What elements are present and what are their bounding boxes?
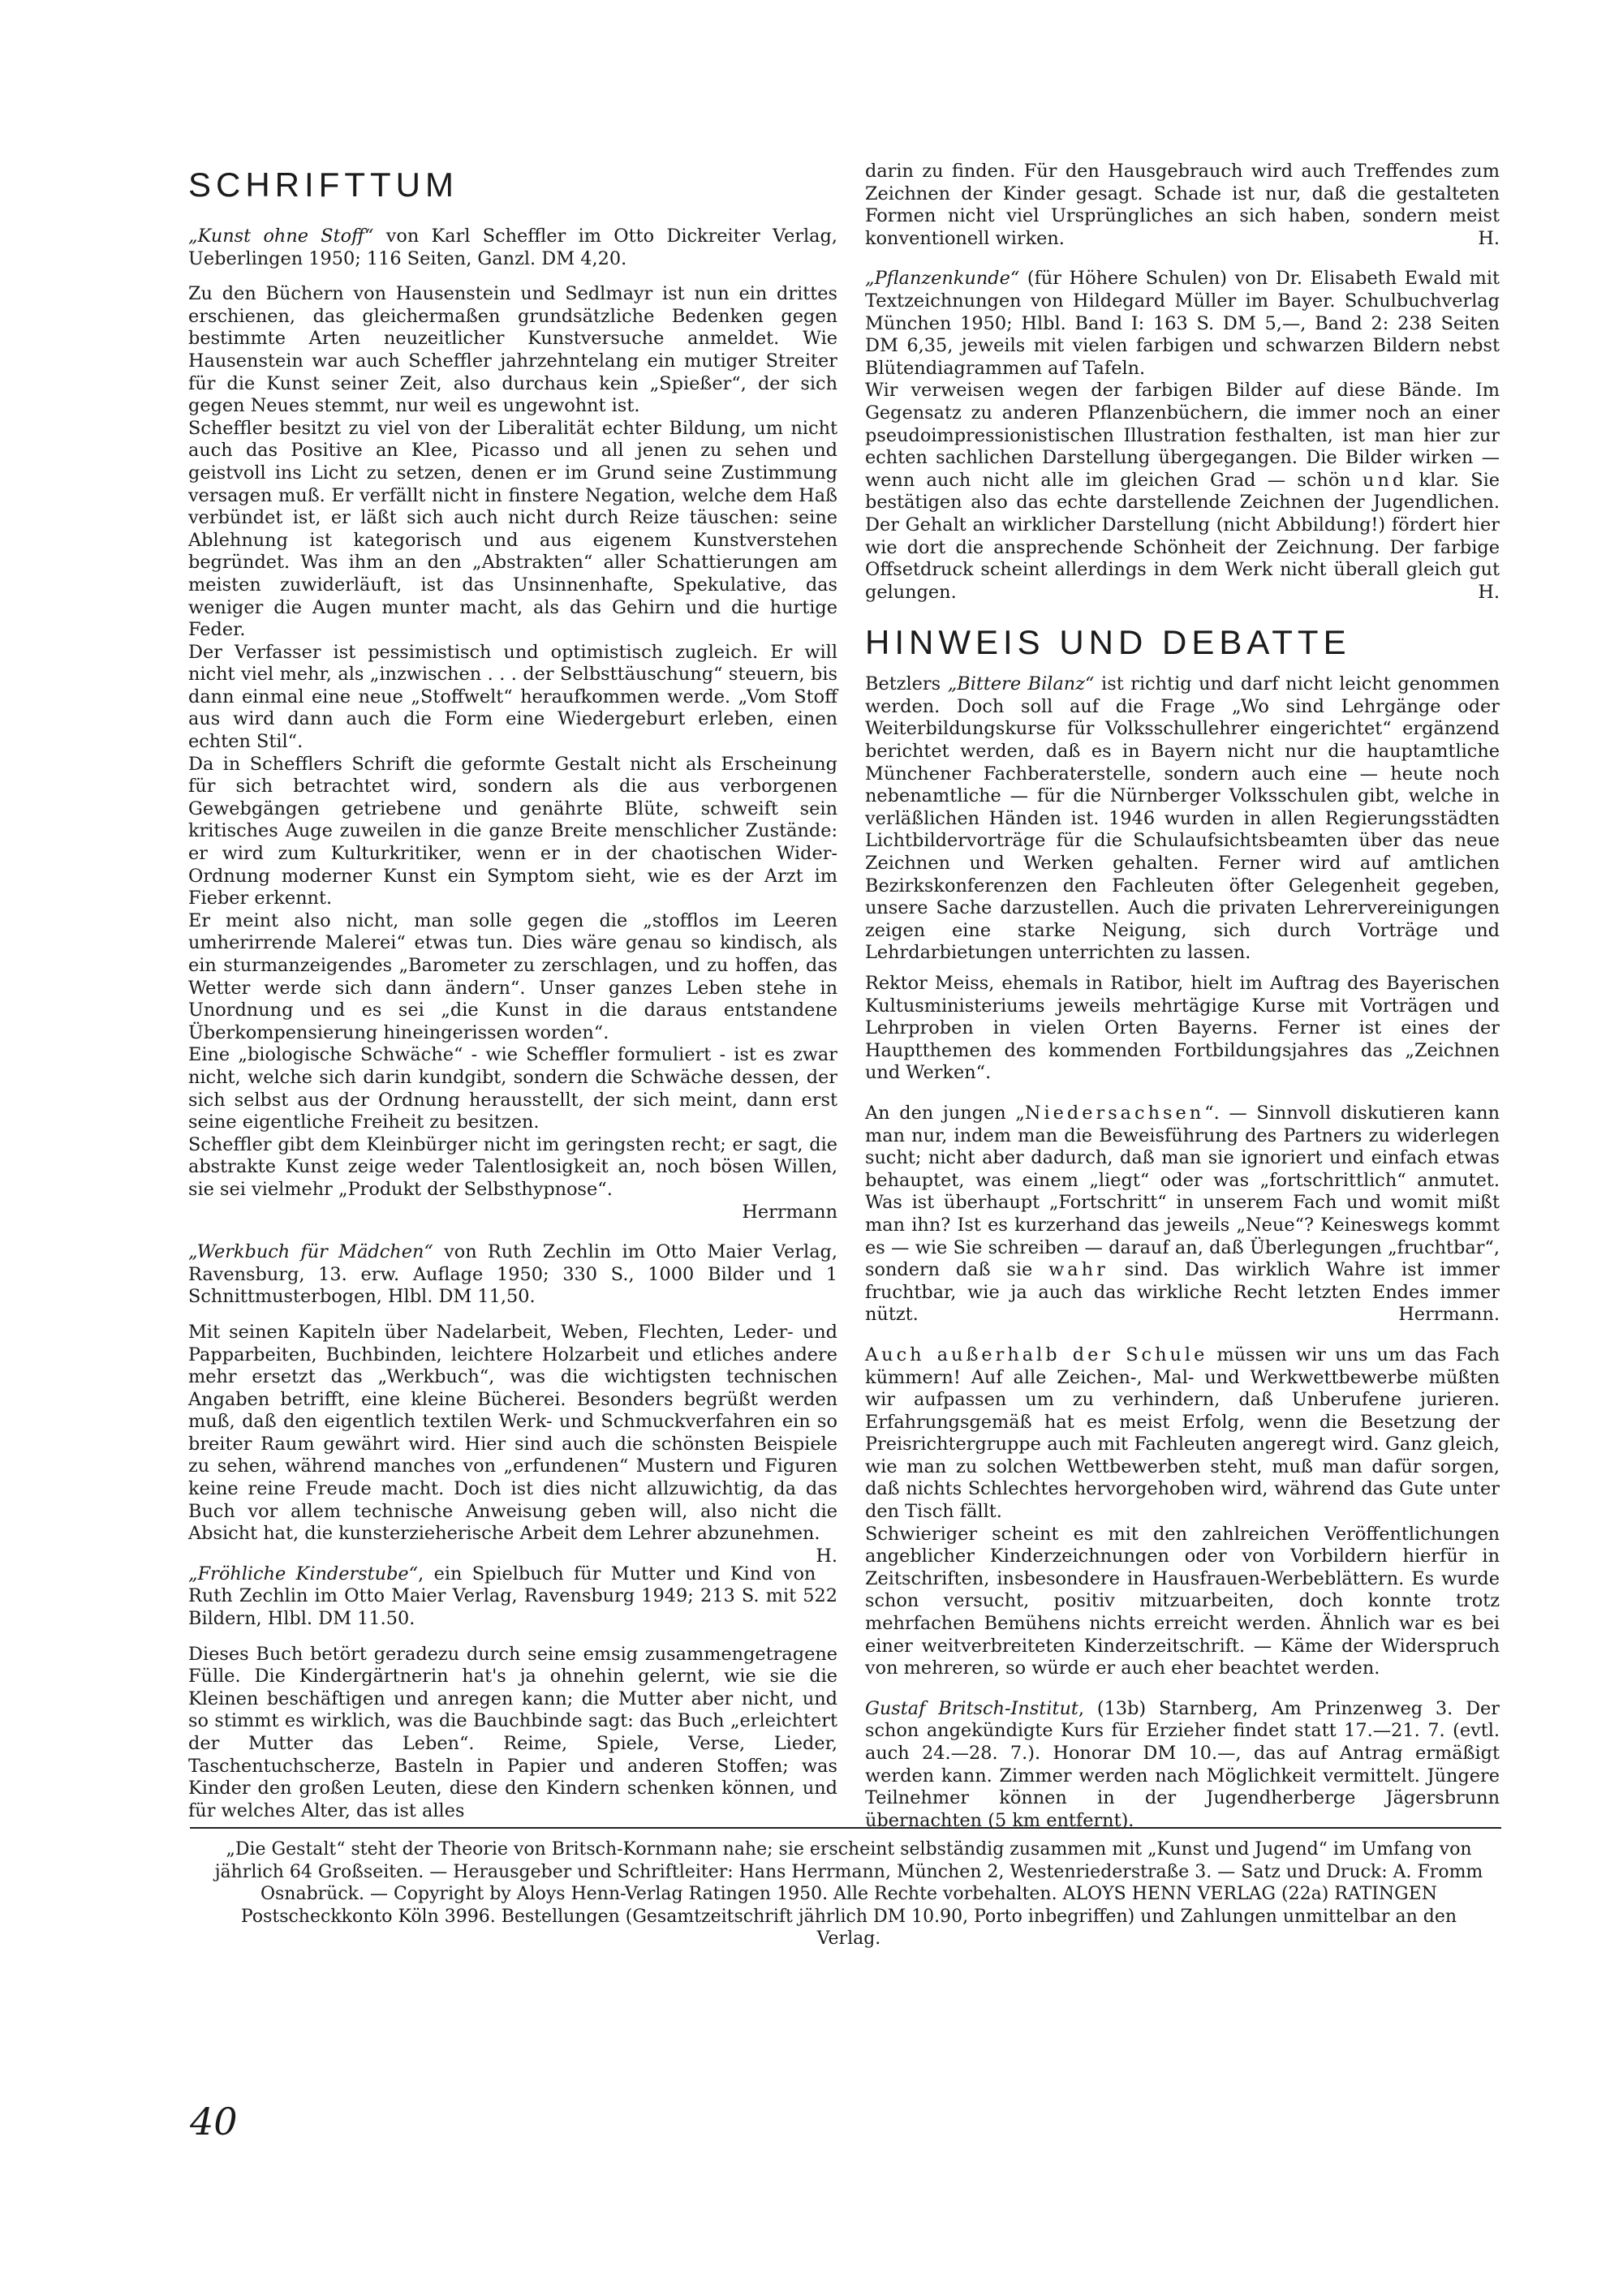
review-signature: H.: [816, 1545, 837, 1567]
review-citation: [865, 268, 1500, 380]
debate-paragraph: Schwieriger scheint es mit den zahlreichen Veröffentlichungen angeblicher Kinderzeichnungen oder von Vorbildern hierfür in Zeitschriften, insbesondere in Hausfrauen-Werbeblättern. Es wurde schon versucht, positiv mitzuarbeiten, doch konnte trotz mehrfachen Bemühens nichts erreicht werden. Ähnlich war es bei einer weitverbreiteten Kinderzeitschrift. — Käme der Widerspruch von mehreren, so würde er auch eher beachtet werden.: [865, 1523, 1500, 1679]
section-heading-schrifttum: SCHRIFTTUM: [188, 166, 458, 204]
debate-paragraph: Betzlers „Bittere Bilanz“ ist richtig und darf nicht leicht genommen werden. Doch soll auf die Frage „Wo sind Lehrgänge oder Weiterbildungskurse für Volksschullehrer eingerichtet“ ergänzend berichtet werden, daß es in Bayern nicht nur die hauptamtliche Münchener Fachberaterstelle, sondern auch eine — heute noch nebenamtliche — für die Nürnberger Volksschulen gibt, welche in verläßlichen Händen ist. 1946 wurden in allen Regierungsstädten Lichtbildervorträge für die Schulaufsichtsbeamten über das neue Zeichnen und Werken gehalten. Ferner wird auf amtlichen Bezirkskonferenzen den Fachleuten öfter Gelegenheit gegeben, unsere Sache darzustellen. Auch die privaten Lehrervereinigungen zeigen eine starke Neigung, sich durch Vorträge und Lehrdarbietungen unterrichten zu lassen.: [865, 673, 1500, 964]
review-paragraph: Der Verfasser ist pessimistisch und optimistisch zugleich. Er will nicht viel mehr, als „inzwischen . . . der Selbsttäuschung“ steuern, bis dann einmal eine neue „Stoffwelt“ heraufkommen werde. „Vom Stoff aus wird dann auch die Form eine Wiedergeburt erleben, einen echten Stil“.: [188, 641, 837, 753]
right-column: [865, 161, 1500, 1832]
review-paragraph: Mit seinen Kapiteln über Nadelarbeit, Weben, Flechten, Leder- und Papparbeiten, Buchbinden, leichtere Holzarbeit und etliches andere mehr ersetzt das „Werkbuch“, was die wichtigsten technischen Angaben betrifft, eine kleine Bücherei. Besonders begrüßt werden muß, daß den eigentlich textilen Werk- und Schmuckverfahren ein so breiter Raum gewährt wird. Hier sind auch die schönsten Beispiele zu sehen, während manches von „erfundenen“ Mustern und Figuren keine reine Freude macht. Doch ist dies nicht allzuwichtig, da das Buch vor allem technische Anweisung geben will, also nicht die Absicht hat, die kunsterzieherische Arbeit dem Lehrer abzunehmen. H.: [188, 1321, 837, 1567]
review-paragraph: Zu den Büchern von Hausenstein und Sedlmayr ist nun ein drittes erschienen, das gleichermaßen grundsätzliche Bedenken gegen bestimmte Arten neuzeitlicher Kunstversuche anmeldet. Wie Hausenstein war auch Scheffler jahrzehntelang ein mutiger Streiter für die Kunst seiner Zeit, also durchaus kein „Spießer“, der sich gegen Neues stemmt, nur weil es ungewohnt ist.: [188, 283, 837, 417]
review-signature: H.: [1478, 227, 1500, 249]
book-title: „Fröhliche Kinderstube“: [188, 1563, 419, 1584]
book-title: „Werkbuch für Mädchen“: [188, 1241, 433, 1263]
debate-signature: Herrmann.: [1398, 1304, 1500, 1326]
footer-divider: [190, 1827, 1501, 1829]
institute-name: Gustaf Britsch-Institut: [865, 1697, 1078, 1719]
review-paragraph: Dieses Buch betört geradezu durch seine emsig zusammengetragene Fülle. Die Kindergärtnerin hat's ja ohnehin gelernt, wie sie die Kleinen beschäftigen und anregen kann; die Mutter aber nicht, und so stimmt es wirklich, was die Bauchbinde sagt: das Buch „erleichtert der Mutter das Leben“. Reime, Spiele, Verse, Lieder, Taschentuchscherze, Basteln in Papier und anderen Stoffen; was Kinder den großen Leuten, diese den Kindern schenken können, und für welches Alter, das ist alles: [188, 1643, 837, 1821]
review-paragraph: Da in Schefflers Schrift die geformte Gestalt nicht als Erscheinung für sich betrachtet wird, sondern als die aus verborgenen Gewebgängen getriebene und genährte Blüte, schweift sein kritisches Auge zuweilen in die ganze Breite menschlicher Zustände: er wird zum Kulturkritiker, wenn er in der chaotischen Wider-Ordnung moderner Kunst ein Symptom sieht, wie es der Arzt im Fieber erkennt.: [188, 753, 837, 909]
review-signature: Herrmann: [742, 1201, 837, 1223]
debate-paragraph: Rektor Meiss, ehemals in Ratibor, hielt im Auftrag des Bayerischen Kultusministeriums jeweils mehrtägige Kurse mit Vorträgen und Lehrproben in vielen Orten Bayerns. Ferner ist eines der Hauptthemen des kommenden Fortbildungsjahres das „Zeichnen und Werken“.: [865, 973, 1500, 1084]
review-paragraph: Eine „biologische Schwäche“ - wie Scheffler formuliert - ist es zwar nicht, welche sich darin kundgibt, sondern die Schwäche dessen, der sich selbst aus der Ordnung herausstellt, der sich meint, dann erst seine eigentliche Freiheit zu besitzen.: [188, 1044, 837, 1133]
review-signature: H.: [1478, 581, 1500, 603]
citation-details: von Ruth Zechlin im Otto Maier Verlag, Ravensburg, 13. erw. Auflage 1950; 330 S., 1000 Bilder und 1 Schnittmusterbogen, Hlbl. DM 11,50.: [188, 1241, 837, 1308]
article-title: „Bittere Bilanz“: [947, 673, 1095, 695]
review-paragraph: Scheffler gibt dem Kleinbürger nicht im geringsten recht; er sagt, die abstrakte Kunst zeige weder Talentlosigkeit an, noch bösen Willen, sie sei vielmehr „Produkt der Selbsthypnose“.: [188, 1133, 837, 1200]
citation-details: von Karl Scheffler im Otto Dickreiter Verlag, Ueberlingen 1950; 116 Seiten, Ganzl. DM 4,20.: [188, 226, 837, 269]
colophon: „Die Gestalt“ steht der Theorie von Britsch-Kornmann nahe; sie erscheint selbständig zusammen mit „Kunst und Jugend“ im Umfang von jährlich 64 Großseiten. — Herausgeber und Schriftleiter: Hans Herrmann, München 2, Westenriederstraße 3. — Satz und Druck: A. Fromm Osnabrück. — Copyright by Aloys Henn-Verlag Ratingen 1950. Alle Rechte vorbehalten. ALOYS HENN VERLAG (22a) RATINGEN Postscheckkonto Köln 3996. Bestellungen (Gesamtzeitschrift jährlich DM 10.90, Porto inbegriffen) und Zahlungen unmittelbar an den Verlag.: [214, 1839, 1483, 1950]
notice-paragraph: Gustaf Britsch-Institut, (13b) Starnberg, Am Prinzenweg 3. Der schon angekündigte Kurs für Erzieher findet statt 17.—21. 7. (evtl. auch 24.—28. 7.). Honorar DM 10.—, das auf Antrag ermäßigt werden kann. Zimmer werden nach Möglichkeit vermittelt. Jüngere Teilnehmer können in der Jugendherberge Jägersbrunn übernachten (5 km entfernt).: [865, 1697, 1500, 1831]
review-paragraph: Er meint also nicht, man solle gegen die „stofflos im Leeren umherirrende Malerei“ etwas tun. Dies wäre genau so kindisch, als ein sturmanzeigendes „Barometer zu zerschlagen, und zu hoffen, das Wetter werde sich dann ändern“. Unser ganzes Leben stehe in Unordnung und es sei „die Kunst in die daraus entstandene Überkompensierung hineingerissen worden“.: [188, 909, 837, 1043]
review-paragraph: Scheffler besitzt zu viel von der Liberalität echter Bildung, um nicht auch das Positive an Klee, Picasso und all jenen zu sehen und geistvoll ins Licht zu setzen, denen er im Grund seine Zustimmung versagen muß. Er verfällt nicht in finstere Negation, welche dem Haß verbündet ist, er läßt sich auch nicht durch Reize täuschen: seine Ablehnung ist kategorisch und aus eigenem Kunstverstehen begründet. Was ihm an den „Abstrakten“ aller Schattierungen am meisten zuwiderläuft, ist das Unsinnenhafte, Spekulative, das weniger die Augen munter macht, als das Gehirn und die hurtige Feder.: [188, 417, 837, 641]
book-title: „Pflanzenkunde“: [865, 268, 1020, 290]
debate-paragraph: An den jungen „Niedersachsen“. — Sinnvoll diskutieren kann man nur, indem man die Beweisführung des Partners zu widerlegen sucht; nicht aber dadurch, daß man sie ignoriert und einfach etwas behauptet, was einem „liegt“ oder was „fortschrittlich“ anmutet. Was ist überhaupt „Fortschritt“ in unserem Fach und womit mißt man ihn? Ist es kurzerhand das jeweils „Neue“? Keineswegs kommt es — wie Sie schreiben — darauf an, daß Überlegungen „fruchtbar“, sondern daß sie wahr sind. Das wirklich Wahre ist immer fruchtbar, wie ja auch das wirkliche Recht letzten Endes immer nützt. Herrmann.: [865, 1102, 1500, 1326]
review-citation: [188, 226, 837, 270]
review-citation: [188, 1241, 837, 1309]
book-title: „Kunst ohne Stoff“: [188, 226, 374, 247]
citation-details: , ein Spielbuch für Mutter und Kind von Ruth Zechlin im Otto Maier Verlag, Ravensburg 1949; 213 S. mit 522 Bildern, Hlbl. DM 11.50.: [188, 1563, 837, 1630]
section-heading-hinweis-und-debatte: HINWEIS UND DEBATTE: [865, 623, 1351, 662]
review-citation: [188, 1563, 837, 1631]
page-number: 40: [190, 2100, 238, 2143]
debate-paragraph: Auch außerhalb der Schule müssen wir uns um das Fach kümmern! Auf alle Zeichen-, Mal- und Werkwettbewerbe müßten wir aufpassen um zu verhindern, daß Unberufene jurieren. Erfahrungsgemäß hat es meist Erfolg, wenn die Besetzung der Preisrichtergruppe auch mit Fachleuten angeregt wird. Ganz gleich, wie man zu solchen Wettbewerben steht, muß man dafür sorgen, daß nichts Schlechtes hervorgehoben wird, während das Gute unter den Tisch fällt.: [865, 1344, 1500, 1523]
review-paragraph: Wir verweisen wegen der farbigen Bilder auf diese Bände. Im Gegensatz zu anderen Pflanzenbüchern, die immer noch an einer pseudoimpressionistischen Illustration festhalten, ist man hier zur echten sachlichen Darstellung übergegangen. Die Bilder wirken — wenn auch nicht alle im gleichen Grad — schön und klar. Sie bestätigen also das echte darstellende Zeichnen der Jugendlichen. Der Gehalt an wirklicher Darstellung (nicht Abbildung!) fördert hier wie dort die ansprechende Schönheit der Zeichnung. Der farbige Offsetdruck scheint allerdings in dem Werk nicht überall gleich gut gelungen. H.: [865, 380, 1500, 603]
left-column: [188, 162, 837, 1822]
review-paragraph: darin zu finden. Für den Hausgebrauch wird auch Treffendes zum Zeichnen der Kinder gesagt. Schade ist nur, daß die gestalteten Formen nicht viel Ursprüngliches an sich haben, sondern meist konventionell wirken. H.: [865, 161, 1500, 249]
citation-details: (für Höhere Schulen) von Dr. Elisabeth Ewald mit Textzeichnungen von Hildegard Müller im Bayer. Schulbuchverlag München 1950; Hlbl. Band I: 163 S. DM 5,—, Band 2: 238 Seiten DM 6,35, jeweils mit vielen farbigen und schwarzen Bildern nebst Blütendiagrammen auf Tafeln.: [865, 268, 1500, 379]
